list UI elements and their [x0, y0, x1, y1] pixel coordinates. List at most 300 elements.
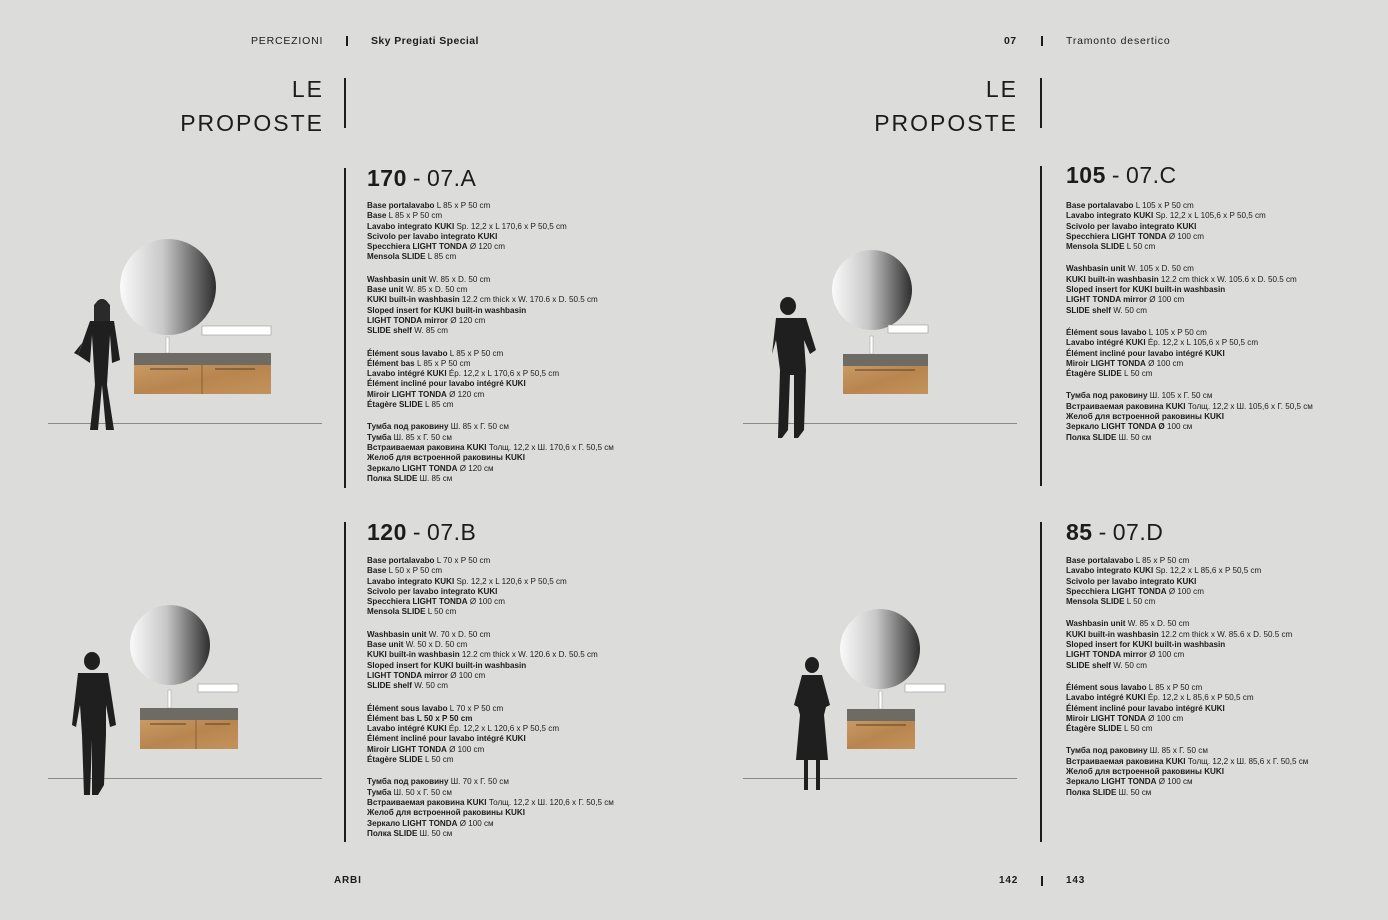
spec-item-dimensions: 12.2 cm thick x W. 120.6 x D. 50.5 cm [461, 650, 598, 660]
washbasin-top-icon [843, 354, 928, 366]
spec-line [367, 295, 614, 305]
spec-line [367, 390, 614, 400]
composition-a-code [367, 165, 476, 192]
spec-item-name: Specchiera LIGHT TONDA [1066, 586, 1167, 596]
page-title-right-line2: PROPOSTE [874, 110, 1018, 136]
spec-item-dimensions: L 85 cm [425, 400, 454, 410]
spec-item-dimensions: L 50 cm [1126, 242, 1156, 252]
spec-item-name: Base unit [367, 640, 404, 650]
footer-brand: ARBI [334, 875, 362, 886]
spec-line [1066, 391, 1313, 401]
spec-item-dimensions: L 50 cm [1124, 369, 1153, 379]
spec-item-dimensions: L 50 cm [427, 607, 457, 617]
spec-item-name: Washbasin unit [367, 274, 427, 284]
spec-item-name: Scivolo per lavabo integrato KUKI [367, 586, 498, 596]
spec-item-name: Mensola SLIDE [1066, 597, 1125, 607]
spec-line [1066, 693, 1308, 703]
spec-item-dimensions: Ép. 12,2 x L 105,6 x P 50,5 cm [1147, 338, 1259, 348]
spec-item-name: Specchiera LIGHT TONDA [367, 597, 468, 607]
spec-item-dimensions: L 50 x P 50 cm [388, 566, 443, 576]
round-mirror-icon [120, 239, 216, 335]
spec-line [1066, 630, 1308, 640]
faucet-icon [166, 337, 169, 353]
spec-line [1066, 349, 1313, 359]
spec-item-name: Lavabo intégré KUKI [1066, 338, 1146, 348]
spec-item-dimensions: W. 85 x D. 50 cm [1127, 619, 1190, 629]
spec-line [1066, 640, 1308, 650]
spec-item-name: Lavabo intégré KUKI [1066, 693, 1146, 703]
spec-line [1066, 556, 1308, 566]
spec-item-name: Lavabo integrato KUKI [367, 576, 455, 586]
faucet-icon [879, 691, 882, 709]
round-mirror-icon [840, 609, 920, 689]
spec-item-name: SLIDE shelf [367, 681, 412, 691]
spec-line [367, 369, 614, 379]
spec-item-name: KUKI built-in washbasin [367, 295, 460, 305]
spec-item-name: Mensola SLIDE [367, 252, 426, 262]
spec-line [367, 577, 614, 587]
code-separator: - [412, 519, 422, 545]
spec-line [367, 808, 614, 818]
spec-item-name: Washbasin unit [1066, 619, 1126, 629]
spec-item-name: Étagère SLIDE [1066, 724, 1122, 734]
spec-group [1066, 683, 1308, 734]
spec-item-dimensions: Sp. 12,2 x L 170,6 x P 50,5 cm [456, 221, 567, 231]
spec-item-dimensions: W. 85 x D. 50 cm [428, 274, 491, 284]
spec-item-name: Élément incliné pour lavabo intégré KUKI [1066, 703, 1225, 713]
spec-item-dimensions: Ø 100 cm [1168, 231, 1204, 241]
spec-item-name: Washbasin unit [367, 629, 427, 639]
spec-line [367, 400, 614, 410]
spec-item-name: Lavabo intégré KUKI [367, 369, 447, 379]
washbasin-top-icon [847, 709, 915, 721]
spec-item-dimensions: L 70 x P 50 cm [436, 556, 491, 565]
spec-item-name: LIGHT TONDA mirror [1066, 295, 1147, 305]
spec-line [367, 587, 614, 597]
spec-item-dimensions: Ш. 85 x Г. 50 см [393, 432, 452, 442]
spec-line [1066, 264, 1313, 274]
spec-line [1066, 422, 1313, 432]
spec-item-dimensions: Ép. 12,2 x L 85,6 x P 50,5 cm [1147, 693, 1254, 703]
spec-line [367, 232, 614, 242]
spec-item-name: Желоб для встроенной раковины KUKI [1066, 767, 1224, 777]
spec-item-dimensions: W. 85 x D. 50 cm [405, 285, 468, 295]
spec-group [1066, 391, 1313, 442]
spec-line [367, 607, 614, 617]
shelf-icon [198, 684, 238, 692]
spec-item-dimensions: L 85 x P 50 cm [1135, 556, 1190, 565]
round-mirror-icon [130, 605, 210, 685]
spec-line [367, 704, 614, 714]
spec-item-dimensions: Ш. 70 x Г. 50 см [450, 777, 509, 787]
spec-item-dimensions: L 70 x P 50 cm [449, 703, 504, 713]
spec-line [1066, 704, 1308, 714]
spec-item-name: Élément sous lavabo [367, 703, 448, 713]
spec-line [1066, 201, 1313, 211]
spec-item-dimensions: W. 50 cm [414, 681, 448, 691]
spec-line [367, 379, 614, 389]
spec-line [1066, 402, 1313, 412]
spec-item-name: Желоб для встроенной раковины KUKI [367, 808, 525, 818]
spec-line [1066, 587, 1308, 597]
spec-group [1066, 556, 1308, 607]
composition-code: 07.A [427, 165, 477, 191]
spec-item-dimensions: W. 85 cm [414, 326, 448, 336]
spec-item-dimensions: Толщ. 12,2 x Ш. 105,6 x Г. 50,5 см [1187, 401, 1313, 411]
spec-line [1066, 359, 1313, 369]
spec-item-dimensions: Ш. 85 см [419, 473, 453, 483]
header-title: Sky Pregiati Special [371, 35, 479, 47]
spec-item-name: Washbasin unit [1066, 264, 1126, 274]
header-chapter-number: 07 [1004, 35, 1017, 47]
header-divider [346, 36, 348, 46]
spec-item-dimensions: L 85 cm [427, 252, 457, 262]
spec-group [367, 704, 614, 766]
spec-item-dimensions: Ш. 50 см [1118, 787, 1152, 797]
section-divider-a [344, 168, 346, 488]
spec-line [367, 714, 614, 724]
spec-item-name: Lavabo integrato KUKI [1066, 211, 1154, 221]
spec-item-dimensions: Ш. 50 см [1118, 432, 1152, 442]
spec-item-name: Зеркало LIGHT TONDA [367, 818, 458, 828]
spec-line [367, 275, 614, 285]
woman-figure-icon [794, 657, 830, 790]
spec-item-name: Base portalavabo [1066, 201, 1134, 210]
spec-item-dimensions: L 85 x P 50 cm [436, 201, 491, 210]
spec-group [367, 201, 614, 263]
spec-line [1066, 275, 1313, 285]
spec-item-name: Тумба под раковину [367, 777, 449, 787]
spec-item-name: Étagère SLIDE [367, 400, 423, 410]
spec-line [1066, 412, 1313, 422]
spec-group [367, 556, 614, 618]
spec-line [367, 433, 614, 443]
spec-item-dimensions: Ш. 85 x Г. 50 см [1149, 746, 1208, 756]
footer-divider [1041, 876, 1043, 886]
spec-line [367, 755, 614, 765]
spec-line [367, 316, 614, 326]
section-divider-d [1040, 522, 1042, 842]
page-title-left-line1: LE [291, 76, 324, 102]
spec-item-dimensions: Ø 120 cm [469, 242, 505, 252]
spec-item-name: Lavabo integrato KUKI [367, 221, 455, 231]
spec-item-name: Étagère SLIDE [1066, 369, 1122, 379]
spec-item-name: Élément incliné pour lavabo intégré KUKI [1066, 348, 1225, 358]
spec-item-name: KUKI built-in washbasin [1066, 274, 1159, 284]
composition-b-code [367, 519, 476, 546]
spec-line [1066, 619, 1308, 629]
spec-line [367, 597, 614, 607]
spec-line [367, 359, 614, 369]
spec-line [1066, 306, 1313, 316]
spec-item-name: Желоб для встроенной раковины KUKI [1066, 412, 1224, 422]
spec-group [367, 275, 614, 337]
round-mirror-icon [832, 250, 912, 330]
composition-width: 85 [1066, 519, 1093, 545]
spec-line [1066, 566, 1308, 576]
spec-line [367, 640, 614, 650]
spec-line [1066, 222, 1313, 232]
spec-item-dimensions: Ø 100 cm [1149, 295, 1185, 305]
spec-item-dimensions: Ø 100 cm [1149, 650, 1185, 660]
spec-item-name: SLIDE shelf [1066, 660, 1111, 670]
spec-item-dimensions: L 50 cm [425, 755, 454, 765]
spec-line [367, 661, 614, 671]
spec-item-dimensions: 100 см [1166, 422, 1193, 432]
spec-line [1066, 577, 1308, 587]
spec-line [367, 745, 614, 755]
spec-group [1066, 619, 1308, 670]
section-divider-c [1040, 166, 1042, 486]
spec-line [367, 443, 614, 453]
spec-item-name: Specchiera LIGHT TONDA [1066, 231, 1167, 241]
page-title-left-line2: PROPOSTE [180, 110, 324, 136]
spec-item-name: Base portalavabo [367, 556, 435, 565]
spec-item-name: Зеркало LIGHT TONDA [367, 463, 458, 473]
spec-line [367, 734, 614, 744]
spec-line [1066, 767, 1308, 777]
composition-b-illustration [70, 605, 270, 800]
spec-group [1066, 328, 1313, 379]
spec-item-dimensions: Sp. 12,2 x L 105,6 x P 50,5 cm [1155, 211, 1266, 221]
spec-line [1066, 433, 1313, 443]
header-divider-right [1041, 36, 1043, 46]
spec-item-name: Élément bas [367, 358, 415, 368]
faucet-icon [168, 690, 171, 708]
spec-item-name: Miroir LIGHT TONDA [367, 389, 447, 399]
title-divider-right [1040, 78, 1042, 128]
code-separator: - [1111, 162, 1121, 188]
code-separator: - [1098, 519, 1107, 545]
faucet-icon [870, 336, 873, 354]
spec-item-name: Встраиваемая раковина KUKI [367, 442, 487, 452]
spec-line [1066, 242, 1313, 252]
spec-line [1066, 777, 1308, 787]
spec-item-dimensions: Ø 100 cm [449, 744, 485, 754]
spec-line [367, 349, 614, 359]
spec-item-dimensions: Ø 120 cm [449, 389, 485, 399]
spec-item-dimensions: 12.2 cm thick x W. 85.6 x D. 50.5 cm [1160, 629, 1293, 639]
composition-a-specs [367, 201, 614, 484]
spec-item-name: Встраиваемая раковина KUKI [367, 797, 487, 807]
spec-line [1066, 232, 1313, 242]
spec-line [367, 201, 614, 211]
spec-item-name: LIGHT TONDA mirror [1066, 650, 1147, 660]
spec-item-name: Élément sous lavabo [1066, 327, 1147, 337]
shelf-icon [202, 326, 271, 335]
spec-item-name: Зеркало LIGHT TONDA Ø [1066, 422, 1165, 432]
spec-item-dimensions: Ш. 50 x Г. 50 см [393, 787, 452, 797]
spec-item-name: KUKI built-in washbasin [1066, 629, 1159, 639]
spec-item-name: Élément sous lavabo [367, 348, 448, 358]
spec-item-name: Sloped insert for KUKI built-in washbasin [1066, 285, 1226, 295]
spec-item-dimensions: 12.2 cm thick x W. 170.6 x D. 50.5 cm [461, 295, 598, 305]
man-figure-icon [72, 652, 116, 795]
spec-item-dimensions: Толщ. 12,2 x Ш. 170,6 x Г. 50,5 см [488, 442, 614, 452]
spec-line [1066, 757, 1308, 767]
page-title-left [180, 72, 324, 140]
spec-line [367, 829, 614, 839]
spec-item-dimensions: Ép. 12,2 x L 120,6 x P 50,5 cm [448, 724, 560, 734]
spec-item-dimensions: L 105 x P 50 cm [1135, 201, 1194, 210]
spec-item-name: Miroir LIGHT TONDA [367, 744, 447, 754]
spec-item-dimensions: L 50 cm [1124, 724, 1153, 734]
spec-line [1066, 788, 1308, 798]
composition-d-illustration [790, 605, 960, 800]
composition-code: 07.D [1112, 519, 1164, 545]
spec-item-dimensions: L 85 x P 50 cm [449, 348, 504, 358]
spec-item-dimensions: Ø 100 см [459, 818, 494, 828]
spec-line [1066, 285, 1313, 295]
spec-item-name: Mensola SLIDE [367, 607, 426, 617]
spec-item-dimensions: L 85 x P 50 cm [416, 358, 471, 368]
spec-item-dimensions: W. 105 x D. 50 cm [1127, 264, 1194, 274]
composition-width: 105 [1066, 162, 1106, 188]
spec-item-dimensions: L 85 x P 50 cm [388, 211, 443, 221]
page-title-right [874, 72, 1018, 140]
shelf-icon [888, 325, 928, 333]
composition-code: 07.C [1126, 162, 1177, 188]
spec-item-name: LIGHT TONDA mirror [367, 670, 448, 680]
spec-item-name: Sloped insert for KUKI built-in washbasin [367, 660, 527, 670]
spec-line [367, 211, 614, 221]
spec-item-dimensions: Sp. 12,2 x L 120,6 x P 50,5 cm [456, 576, 567, 586]
spec-item-dimensions: W. 70 x D. 50 cm [428, 629, 491, 639]
spec-item-name: Scivolo per lavabo integrato KUKI [1066, 221, 1197, 231]
page-title-right-line1: LE [985, 76, 1018, 102]
spec-item-name: Base [367, 211, 387, 221]
spec-item-name: Sloped insert for KUKI built-in washbasin [1066, 640, 1226, 650]
composition-width: 170 [367, 165, 407, 191]
spec-item-dimensions: Sp. 12,2 x L 85,6 x P 50,5 cm [1155, 566, 1262, 576]
header-section: PERCEZIONI [251, 35, 324, 47]
spec-line [367, 285, 614, 295]
page-number-left: 142 [999, 875, 1019, 886]
spec-line [1066, 746, 1308, 756]
spec-line [367, 788, 614, 798]
spec-item-name: Sloped insert for KUKI built-in washbasin [367, 305, 527, 315]
spec-line [1066, 597, 1308, 607]
spec-item-name: Тумба под раковину [1066, 391, 1148, 401]
spec-line [367, 777, 614, 787]
spec-line [367, 724, 614, 734]
spec-item-name: Miroir LIGHT TONDA [1066, 358, 1146, 368]
spec-item-name: Зеркало LIGHT TONDA [1066, 777, 1157, 787]
spec-line [1066, 714, 1308, 724]
spec-item-name: Élément incliné pour lavabo intégré KUKI [367, 734, 526, 744]
spec-line [1066, 661, 1308, 671]
spec-item-name: Mensola SLIDE [1066, 242, 1125, 252]
spec-item-dimensions: Ép. 12,2 x L 170,6 x P 50,5 cm [448, 369, 560, 379]
spec-item-dimensions: L 50 cm [1126, 597, 1156, 607]
spec-item-dimensions: Ø 100 cm [1148, 358, 1184, 368]
spec-line [367, 474, 614, 484]
composition-b-specs [367, 556, 614, 839]
spec-item-name: Тумба под раковину [367, 422, 449, 432]
spec-line [367, 242, 614, 252]
title-divider-left [344, 78, 346, 128]
spec-item-name: Тумба под раковину [1066, 746, 1148, 756]
composition-width: 120 [367, 519, 407, 545]
spec-line [367, 464, 614, 474]
spec-item-name: Полка SLIDE [1066, 432, 1117, 442]
spec-item-name: Scivolo per lavabo integrato KUKI [1066, 576, 1197, 586]
composition-d-specs [1066, 556, 1308, 798]
spec-line [367, 566, 614, 576]
spec-item-dimensions: Ø 100 cm [1168, 586, 1204, 596]
spec-line [367, 422, 614, 432]
spec-item-dimensions: Ø 100 см [1158, 777, 1193, 787]
composition-a-illustration [70, 235, 280, 430]
spec-item-dimensions: Ø 120 cm [450, 315, 486, 325]
spec-item-dimensions: W. 50 cm [1113, 660, 1147, 670]
spec-item-name: SLIDE shelf [1066, 305, 1111, 315]
spec-line [1066, 328, 1313, 338]
composition-c-specs [1066, 201, 1313, 443]
spec-line [1066, 211, 1313, 221]
spec-line [1066, 295, 1313, 305]
spec-line [1066, 369, 1313, 379]
spec-item-name: Scivolo per lavabo integrato KUKI [367, 231, 498, 241]
spec-item-name: KUKI built-in washbasin [367, 650, 460, 660]
spec-line [367, 326, 614, 336]
washbasin-top-icon [134, 353, 271, 365]
spec-item-name: Желоб для встроенной раковины KUKI [367, 453, 525, 463]
page-number-right: 143 [1066, 875, 1086, 886]
header-chapter-title: Tramonto desertico [1066, 35, 1171, 47]
spec-item-name: Тумба [367, 787, 392, 797]
spec-line [1066, 650, 1308, 660]
spec-item-dimensions: Ø 100 cm [450, 670, 486, 680]
spec-item-dimensions: Толщ. 12,2 x Ш. 85,6 x Г. 50,5 см [1187, 756, 1309, 766]
spec-line [367, 252, 614, 262]
spec-line [1066, 338, 1313, 348]
spec-item-name: Полка SLIDE [1066, 787, 1117, 797]
spec-group [1066, 201, 1313, 252]
spec-item-name: Встраиваемая раковина KUKI [1066, 401, 1186, 411]
spec-item-name: Élément incliné pour lavabo intégré KUKI [367, 379, 526, 389]
man-figure-icon [772, 297, 816, 438]
spec-item-name: Specchiera LIGHT TONDA [367, 242, 468, 252]
composition-c-code [1066, 162, 1177, 189]
spec-item-dimensions: L 105 x P 50 cm [1148, 327, 1207, 337]
spec-item-dimensions: Ø 100 cm [469, 597, 505, 607]
spec-item-dimensions: W. 50 x D. 50 cm [405, 640, 468, 650]
spec-line [367, 453, 614, 463]
spec-group [367, 630, 614, 692]
spec-line [367, 556, 614, 566]
code-separator: - [412, 165, 422, 191]
section-divider-b [344, 522, 346, 842]
spec-item-dimensions: Ш. 105 x Г. 50 см [1149, 391, 1213, 401]
spec-item-name: Lavabo intégré KUKI [367, 724, 447, 734]
woman-figure-icon [74, 299, 120, 430]
spec-group [367, 777, 614, 839]
spec-item-name: Élément sous lavabo [1066, 682, 1147, 692]
spec-item-name: Base [367, 566, 387, 576]
spec-group [1066, 264, 1313, 315]
spec-group [1066, 746, 1308, 797]
spec-item-name: Lavabo integrato KUKI [1066, 566, 1154, 576]
spec-line [367, 630, 614, 640]
spec-item-name: LIGHT TONDA mirror [367, 315, 448, 325]
spec-item-name: Base portalavabo [367, 201, 435, 210]
spec-line [367, 650, 614, 660]
spec-item-name: Miroir LIGHT TONDA [1066, 713, 1146, 723]
spec-item-name: Полка SLIDE [367, 828, 418, 838]
spec-item-name: Полка SLIDE [367, 473, 418, 483]
spec-item-name: Base unit [367, 285, 404, 295]
